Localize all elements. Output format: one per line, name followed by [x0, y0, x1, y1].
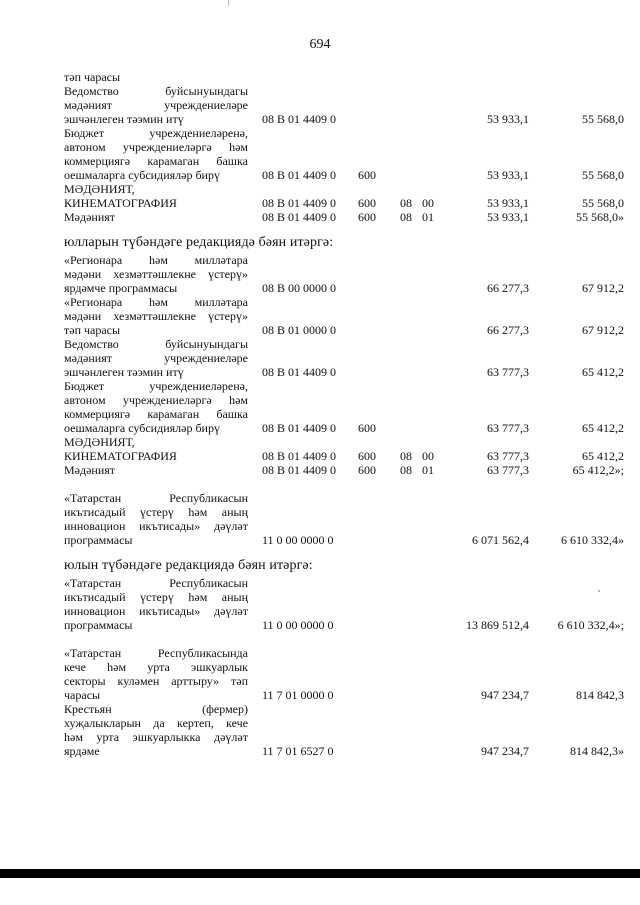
- description-line: ярдәме: [64, 744, 100, 758]
- expense-type: 600: [358, 421, 376, 435]
- table-row: [64, 463, 624, 477]
- description-line: МӘДӘНИЯТ,: [64, 182, 135, 196]
- row-description: [64, 210, 248, 224]
- description-line: оешмаларга субсидияләр бирү: [64, 168, 220, 182]
- table-row: [64, 253, 624, 295]
- amount-year-1: 66 277,3: [487, 281, 529, 295]
- amount-year-1: 6 071 562,4: [472, 533, 529, 547]
- scan-border: [0, 869, 640, 878]
- description-line: инновацион икътисады» дәүләт: [64, 519, 248, 533]
- description-line: «Регионара һәм милләтара: [64, 295, 248, 309]
- target-code: 11 0 00 0000 0: [262, 533, 334, 547]
- amount-year-2: 6 610 332,4»;: [557, 618, 624, 632]
- target-code: 11 7 01 6527 0: [262, 744, 334, 758]
- amount-year-1: 13 869 512,4: [466, 618, 529, 632]
- row-description: [64, 295, 248, 337]
- section-code: 08: [400, 449, 412, 463]
- amount-year-1: 66 277,3: [487, 323, 529, 337]
- table-row: [64, 84, 624, 126]
- row-description: [64, 84, 248, 126]
- expense-type: 600: [358, 463, 376, 477]
- target-code: 08 В 01 4409 0: [262, 112, 337, 126]
- spacer: [64, 632, 624, 646]
- amount-year-2: 814 842,3»: [570, 744, 624, 758]
- target-code: 08 В 01 4409 0: [262, 196, 337, 210]
- amount-year-1: 947 234,7: [481, 688, 529, 702]
- row-description: [64, 435, 248, 463]
- target-code: 08 В 01 4409 0: [262, 421, 337, 435]
- description-line: эшчәнлеген тәэмин итү: [64, 112, 184, 126]
- amount-year-2: 65 412,2: [582, 449, 624, 463]
- amount-year-1: 947 234,7: [481, 744, 529, 758]
- description-line: «Татарстан Республикасында: [64, 646, 248, 660]
- description-line: икътисадый үстерү һәм аның: [64, 590, 248, 604]
- description-line: оешмаларга субсидияләр бирү: [64, 421, 220, 435]
- amount-year-2: 67 912,2: [582, 281, 624, 295]
- amount-year-2: 65 412,2: [582, 421, 624, 435]
- description-line: ярдәмче программасы: [64, 281, 178, 295]
- table-row: [64, 379, 624, 435]
- description-line: «Татарстан Республикасын: [64, 576, 248, 590]
- description-line: программасы: [64, 533, 133, 547]
- description-line: Крестьян (фермер): [64, 702, 248, 716]
- scan-speck: [598, 590, 600, 592]
- table-row: [64, 182, 624, 210]
- amount-year-1: 63 777,3: [487, 449, 529, 463]
- section-instruction: юлын түбәндәге редакциядә бәян итәргә:: [64, 558, 313, 573]
- table-row: [64, 210, 624, 224]
- target-code: 08 В 01 4409 0: [262, 168, 337, 182]
- target-code: 08 В 01 4409 0: [262, 463, 337, 477]
- target-code: 08 В 01 0000 0: [262, 323, 337, 337]
- description-line: эшчәнлеген тәэмин итү: [64, 365, 184, 379]
- description-line: автоном учреждениеләргә һәм: [64, 393, 248, 407]
- row-description: [64, 253, 248, 295]
- table-row: [64, 491, 624, 547]
- row-description: [64, 70, 248, 84]
- section-code: 08: [400, 210, 412, 224]
- table-row: [64, 295, 624, 337]
- description-line: МӘДӘНИЯТ,: [64, 435, 135, 449]
- subsection-code: 00: [422, 449, 434, 463]
- amount-year-2: 67 912,2: [582, 323, 624, 337]
- description-line: мәдәният учреждениеләре: [64, 351, 248, 365]
- table-row: [64, 702, 624, 758]
- description-line: КИНЕМАТОГРАФИЯ: [64, 449, 177, 463]
- description-line: секторы куләмен арттыру» тәп: [64, 674, 248, 688]
- description-line: мәдәни хезмәттәшлекне үстерү»: [64, 267, 248, 281]
- amount-year-2: 65 412,2: [582, 365, 624, 379]
- amount-year-1: 53 933,1: [487, 112, 529, 126]
- description-line: Бюджет учреждениеләренә,: [64, 126, 248, 140]
- description-line: «Татарстан Республикасын: [64, 491, 248, 505]
- spacer: [64, 477, 624, 491]
- budget-table: [64, 70, 624, 758]
- amount-year-1: 63 777,3: [487, 421, 529, 435]
- amount-year-1: 63 777,3: [487, 463, 529, 477]
- amount-year-1: 53 933,1: [487, 168, 529, 182]
- expense-type: 600: [358, 210, 376, 224]
- description-line: Ведомство буйсынуындагы: [64, 337, 248, 351]
- description-line: коммерциягә карамаган башка: [64, 407, 248, 421]
- description-line: автоном учреждениеләргә һәм: [64, 140, 248, 154]
- section-instruction: юлларын түбәндәге редакциядә бәян итәргә:: [64, 235, 334, 250]
- description-line: Бюджет учреждениеләренә,: [64, 379, 248, 393]
- amount-year-2: 55 568,0: [582, 112, 624, 126]
- target-code: 11 7 01 0000 0: [262, 688, 334, 702]
- subsection-code: 01: [422, 210, 434, 224]
- row-description: [64, 126, 248, 182]
- description-line: хуҗалыкларын да кертеп, кече: [64, 716, 248, 730]
- description-line: Мәдәният: [64, 210, 116, 224]
- target-code: 08 В 01 4409 0: [262, 449, 337, 463]
- table-row: [64, 576, 624, 632]
- amount-year-1: 53 933,1: [487, 210, 529, 224]
- table-row: [64, 70, 624, 84]
- description-line: һәм урта эшкуарлыкка дәүләт: [64, 730, 248, 744]
- description-line: Мәдәният: [64, 463, 116, 477]
- row-description: [64, 337, 248, 379]
- target-code: 08 В 01 4409 0: [262, 365, 337, 379]
- section-code: 08: [400, 463, 412, 477]
- description-line: Ведомство буйсынуындагы: [64, 84, 248, 98]
- target-code: 11 0 00 0000 0: [262, 618, 334, 632]
- description-line: тәп чарасы: [64, 70, 121, 84]
- subsection-code: 01: [422, 463, 434, 477]
- amount-year-2: 814 842,3: [576, 688, 624, 702]
- section-code: 08: [400, 196, 412, 210]
- target-code: 08 В 01 4409 0: [262, 210, 337, 224]
- description-line: КИНЕМАТОГРАФИЯ: [64, 196, 177, 210]
- scan-mark: [228, 0, 229, 6]
- amount-year-2: 55 568,0»: [576, 210, 624, 224]
- row-description: [64, 379, 248, 435]
- row-description: [64, 646, 248, 702]
- description-line: чарасы: [64, 688, 101, 702]
- row-description: [64, 576, 248, 632]
- row-description: [64, 182, 248, 210]
- amount-year-1: 53 933,1: [487, 196, 529, 210]
- description-line: мәдәни хезмәттәшлекне үстерү»: [64, 309, 248, 323]
- row-description: [64, 491, 248, 547]
- table-row: [64, 337, 624, 379]
- description-line: программасы: [64, 618, 133, 632]
- page-number: 694: [309, 37, 331, 52]
- amount-year-2: 6 610 332,4»: [561, 533, 624, 547]
- description-line: кече һәм урта эшкуарлык: [64, 660, 248, 674]
- expense-type: 600: [358, 168, 376, 182]
- amount-year-2: 55 568,0: [582, 168, 624, 182]
- row-description: [64, 463, 248, 477]
- amount-year-1: 63 777,3: [487, 365, 529, 379]
- description-line: инновацион икътисады» дәүләт: [64, 604, 248, 618]
- row-description: [64, 702, 248, 758]
- expense-type: 600: [358, 449, 376, 463]
- amount-year-2: 65 412,2»;: [572, 463, 624, 477]
- description-line: мәдәният учреждениеләре: [64, 98, 248, 112]
- expense-type: 600: [358, 196, 376, 210]
- amount-year-2: 55 568,0: [582, 196, 624, 210]
- table-row: [64, 435, 624, 463]
- target-code: 08 В 00 0000 0: [262, 281, 337, 295]
- description-line: икътисадый үстерү һәм аның: [64, 505, 248, 519]
- description-line: тәп чарасы: [64, 323, 121, 337]
- subsection-code: 00: [422, 196, 434, 210]
- table-row: [64, 126, 624, 182]
- table-row: [64, 646, 624, 702]
- description-line: коммерциягә карамаган башка: [64, 154, 248, 168]
- description-line: «Регионара һәм милләтара: [64, 253, 248, 267]
